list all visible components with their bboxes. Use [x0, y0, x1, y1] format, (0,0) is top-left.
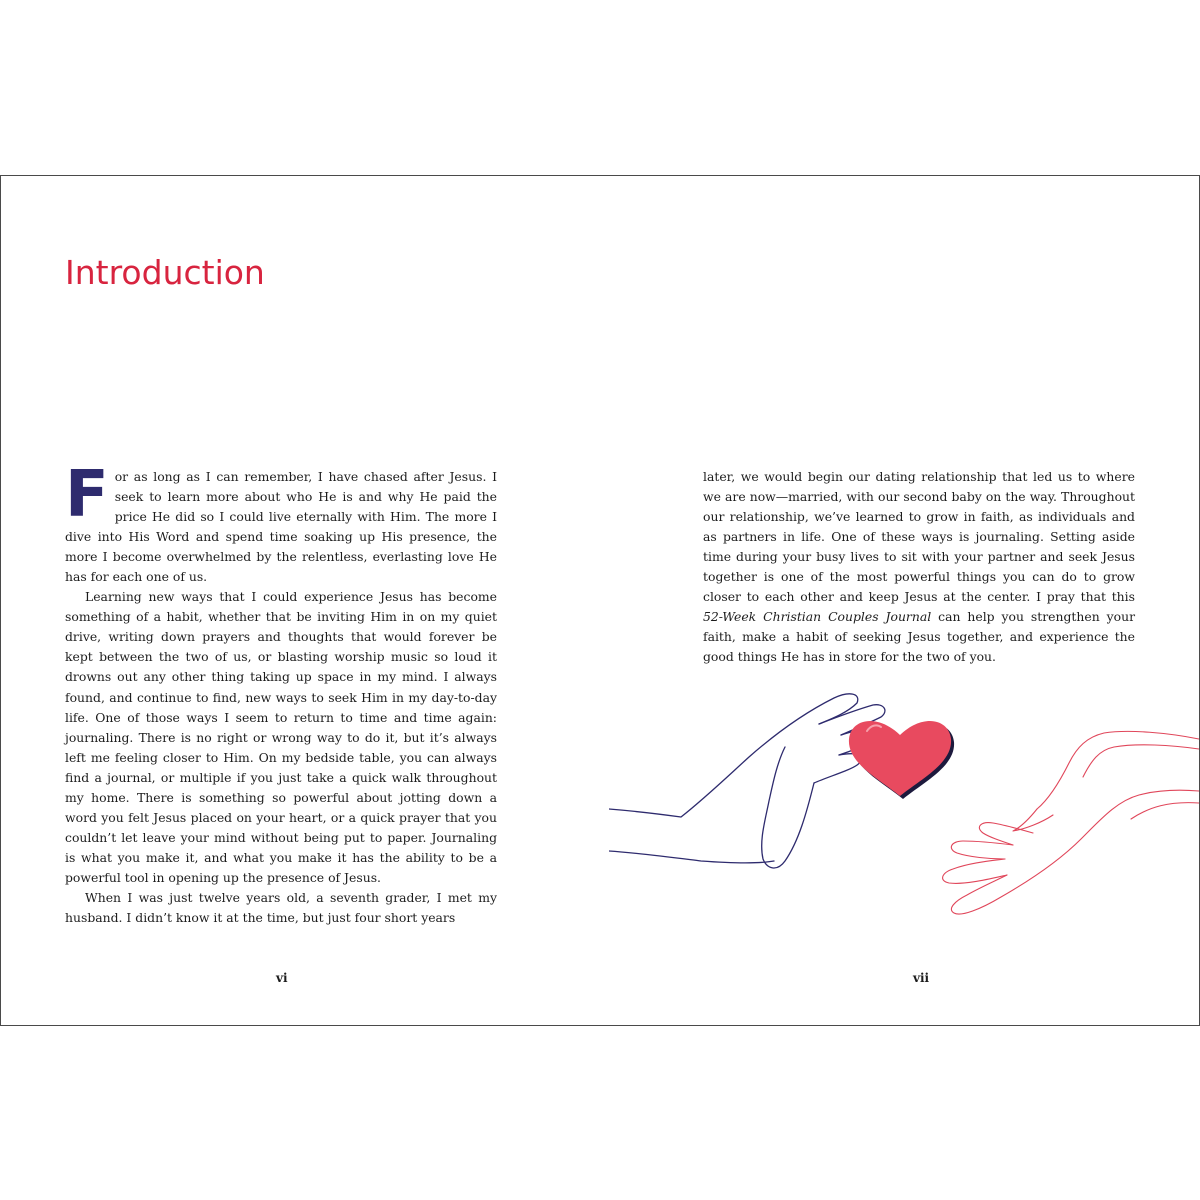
heart-icon [849, 721, 954, 799]
paragraph-4 [703, 467, 1135, 667]
paragraph-4-text-a: later, we would begin our dating relationship that led us to where we are now—married, with our second baby on the way. Throughout our relationship, we’ve learned to grow in faith, as individuals and as partners in life. One of these ways is journaling. Setting aside time during your busy lives to sit with your partner and seek Jesus together is one of the most powerful things you can do to grow closer to each other and keep Jesus at the center. I pray that this [703, 469, 1135, 605]
paragraph-4-text-b: can help you strengthen your faith, make a habit of seeking Jesus together, and experience the good things He has in store for the two of you. [703, 609, 1135, 665]
paragraph-2: Learning new ways that I could experience Jesus has become something of a habit, whether that be inviting Him in on my quiet drive, writing down prayers and thoughts that would forever be kept between the two of us, or blasting worship music so loud it drowns out any other thing taking up space in my mind. I always found, and continue to find, new ways to seek Him in my day-to-day life. One of those ways I seem to return to time and time again: journaling. There is no right or wrong way to do it, but it’s always left me feeling closer to Him. On my bedside table, you can always find a journal, or multiple if you just take a quick walk throughout my home. There is something so powerful about jotting down a word you felt Jesus placed on your heart, or a quick prayer that you couldn’t let leave your mind without being put to paper. Journaling is what you make it, and what you make it has the ability to be a powerful tool in opening up the presence of Jesus. [65, 589, 497, 885]
page-number-right: vii [913, 971, 930, 985]
paragraph-1-text: or as long as I can remember, I have chased after Jesus. I seek to learn more about who He is and why He paid the price He did so I could live eternally with Him. The more I dive into His Word and spend time soaking up His presence, the more I become overwhelmed by the relentless, everlasting love He has for each one of us. [65, 469, 497, 585]
right-hand-drawing [943, 731, 1199, 914]
page-title: Introduction [65, 253, 265, 292]
page-number-left: vi [276, 971, 288, 985]
right-column [703, 467, 1135, 667]
paragraph-3: When I was just twelve years old, a seventh grader, I met my husband. I didn’t know it at the time, but just four short years [65, 889, 497, 926]
left-hand-drawing [609, 694, 885, 868]
paragraph-1 [65, 458, 497, 587]
drop-cap: F [65, 458, 109, 532]
book-title: 52-Week Christian Couples Journal [703, 609, 932, 625]
left-column [65, 458, 497, 928]
hands-heart-illustration [609, 691, 1199, 951]
book-spread [0, 175, 1200, 1026]
